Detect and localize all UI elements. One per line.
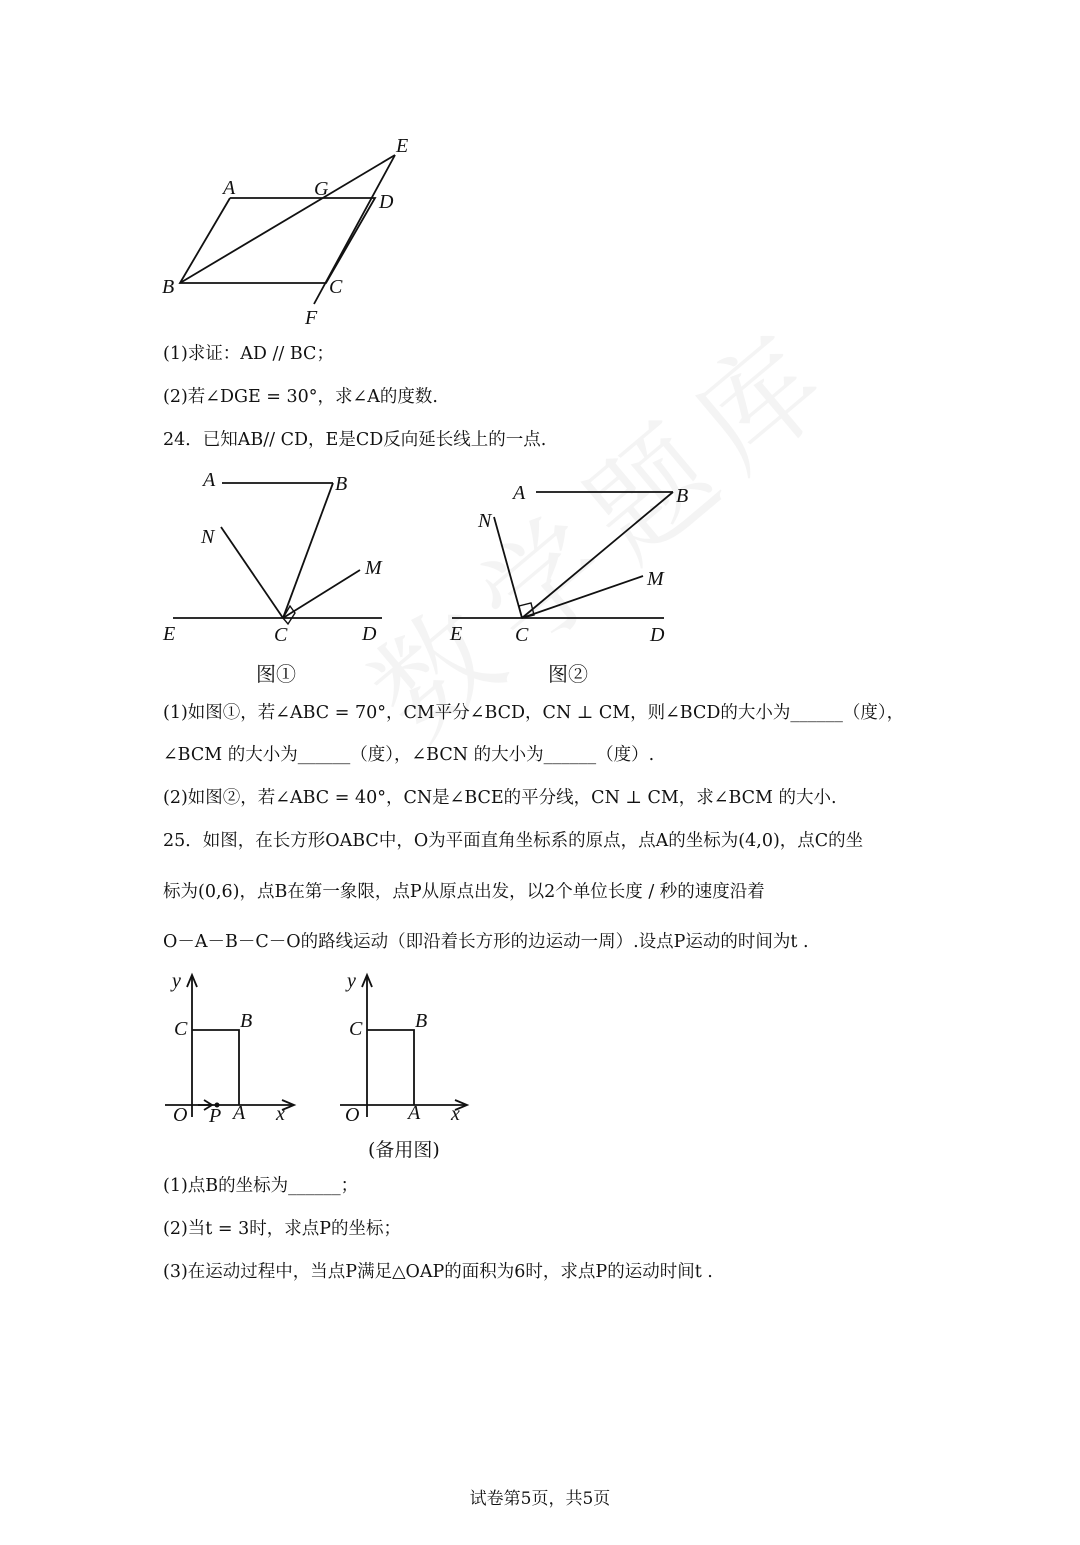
label-c: C: [329, 276, 343, 298]
svg-text:D: D: [650, 624, 665, 646]
svg-text:O: O: [345, 1104, 360, 1126]
q25-line1: 25．如图，在长方形OABC中，O为平面直角坐标系的原点，点A的坐标为(4,0)，点C的坐: [163, 831, 864, 851]
svg-text:P: P: [209, 1105, 222, 1127]
svg-text:B: B: [676, 485, 689, 507]
svg-text:E: E: [163, 623, 176, 645]
figure-q24-fig2: [440, 475, 710, 650]
figure-q25-backup: [335, 965, 475, 1130]
svg-text:E: E: [450, 623, 463, 645]
fig1-caption: 图①: [256, 662, 296, 686]
svg-text:A: A: [203, 469, 216, 491]
q25-part1: (1)点B的坐标为______；: [163, 1176, 359, 1196]
label-a: A: [223, 177, 236, 199]
svg-text:D: D: [362, 623, 377, 645]
svg-text:y: y: [347, 970, 356, 992]
svg-text:A: A: [408, 1102, 421, 1124]
svg-text:A: A: [513, 482, 526, 504]
svg-text:B: B: [335, 473, 348, 495]
q25-line2: 标为(0,6)，点B在第一象限，点P从原点出发，以2个单位长度 / 秒的速度沿着: [163, 882, 765, 902]
svg-text:O: O: [173, 1104, 188, 1126]
figure-q24-fig1: [155, 460, 405, 650]
q23-part1: (1)求证：AD // BC；: [163, 344, 334, 364]
svg-text:x: x: [276, 1103, 285, 1125]
svg-text:A: A: [233, 1102, 246, 1124]
q24-stem: 24．已知AB// CD，E是CD反向延长线上的一点.: [163, 430, 547, 450]
svg-text:C: C: [174, 1018, 188, 1040]
svg-text:C: C: [515, 624, 529, 646]
svg-text:x: x: [451, 1103, 460, 1125]
svg-text:M: M: [365, 557, 382, 579]
svg-text:B: B: [240, 1010, 253, 1032]
figure-q23-parallelogram: [150, 130, 450, 330]
svg-text:C: C: [274, 624, 288, 646]
svg-text:y: y: [172, 970, 181, 992]
q24-part1-line1: (1)如图①，若∠ABC = 70°，CM平分∠BCD，CN ⊥ CM，则∠BCD的大小为______（度），: [163, 703, 905, 723]
svg-text:N: N: [478, 510, 492, 532]
q24-part1-line2: ∠BCM 的大小为______（度），∠BCN 的大小为______（度）.: [163, 745, 655, 765]
q25-part3: (3)在运动过程中，当点P满足△OAP的面积为6时，求点P的运动时间t .: [163, 1262, 713, 1282]
q25-part2: (2)当t = 3时，求点P的坐标；: [163, 1219, 402, 1239]
svg-text:M: M: [647, 568, 664, 590]
figure-q25-coordinate: [160, 965, 300, 1130]
label-d: D: [379, 191, 394, 213]
q25-line3: O－A－B－C－O的路线运动（即沿着长方形的边运动一周）.设点P运动的时间为t .: [163, 932, 809, 952]
label-b: B: [162, 276, 175, 298]
fig2-caption: 图②: [548, 662, 588, 686]
label-g: G: [314, 178, 329, 200]
q24-part2: (2)如图②，若∠ABC = 40°，CN是∠BCE的平分线，CN ⊥ CM，求∠BCM 的大小.: [163, 788, 837, 808]
svg-text:B: B: [415, 1010, 428, 1032]
backup-caption: (备用图): [368, 1139, 440, 1161]
label-e: E: [396, 135, 409, 157]
q23-part2: (2)若∠DGE = 30°，求∠A的度数.: [163, 387, 438, 407]
page-footer: 试卷第5页，共5页: [469, 1489, 611, 1509]
rectangle-oabc: [192, 1030, 239, 1105]
svg-text:C: C: [349, 1018, 363, 1040]
label-f: F: [305, 307, 318, 329]
svg-text:N: N: [201, 526, 215, 548]
parallelogram-abcd: [180, 198, 375, 283]
